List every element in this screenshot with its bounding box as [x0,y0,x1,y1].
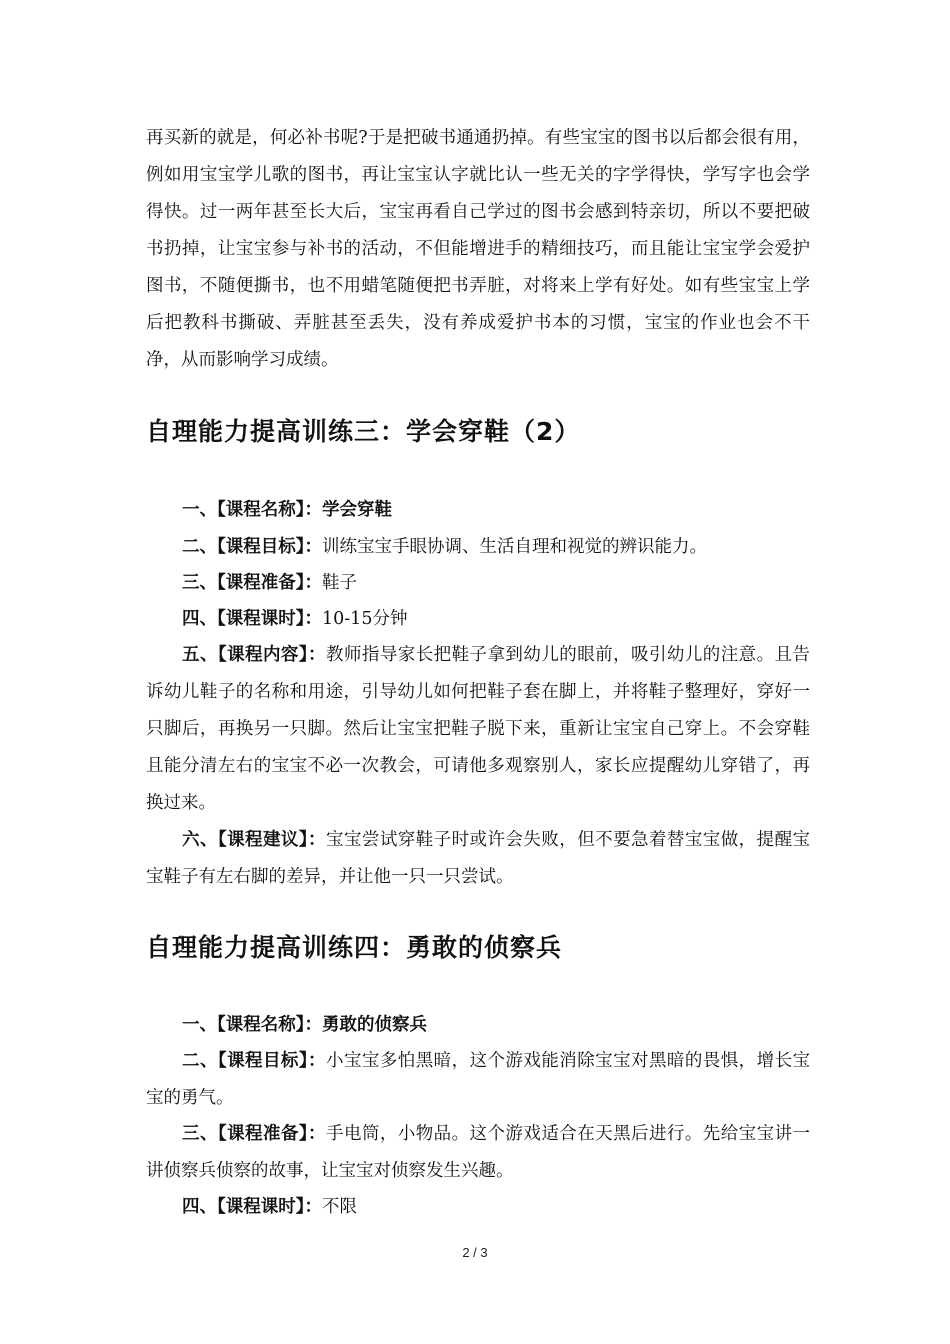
section4-item-prep [146,1116,810,1190]
section4-title: 自理能力提高训练四：勇敢的侦察兵 [146,933,563,962]
item-label: 二、【课程目标】： [182,537,322,557]
section4-item-goal [146,1043,810,1117]
intro-paragraph: 再买新的就是，何必补书呢?于是把破书通通扔掉。有些宝宝的图书以后都会很有用，例如用宝宝学儿歌的图书，再让宝宝认字就比认一些无关的字学得快，学写字也会学得快。过一两年甚至长大后，宝宝再看自己学过的图书会感到特亲切，所以不要把破书扔掉，让宝宝参与补书的活动，不但能增进手的精细技巧，而且能让宝宝学会爱护图书，不随便撕书，也不用蜡笔随便把书弄脏，对将来上学有好处。如有些宝宝上学后把教科书撕破、弄脏甚至丢失，没有养成爱护书本的习惯，宝宝的作业也会不干净，从而影响学习成绩。 [146,128,810,370]
section3-item-name [146,492,810,529]
item-value: 训练宝宝手眼协调、生活自理和视觉的辨识能力。 [322,537,707,557]
section3-title: 自理能力提高训练三：学会穿鞋（2） [146,417,581,446]
section3-item-goal [146,529,810,566]
item-label: 五、【课程内容】： [182,645,326,665]
item-label: 三、【课程准备】： [182,573,322,593]
item-label: 六、【课程建议】： [182,830,326,850]
item-value: 10-15分钟 [322,609,408,629]
item-value: 不限 [322,1197,357,1217]
item-label: 二、【课程目标】： [182,1051,326,1071]
page-number: 2 / 3 [462,1245,488,1260]
item-label: 一、【课程名称】： [182,1015,322,1035]
item-label: 四、【课程课时】： [182,1197,322,1217]
item-value: 鞋子 [322,573,357,593]
section3-item-advice [146,822,810,896]
item-value: 勇敢的侦察兵 [322,1015,427,1035]
item-value: 手电筒，小物品。这个游戏适合在天黑后进行。先给宝宝讲一讲侦察兵侦察的故事，让宝宝对侦察发生兴趣。 [146,1124,811,1181]
item-label: 三、【课程准备】： [182,1124,326,1144]
section3-item-time [146,601,810,638]
item-value: 学会穿鞋 [322,500,392,520]
section3-item-content [146,637,810,822]
section4-item-time [146,1189,810,1226]
section3-item-prep [146,565,810,602]
item-value: 教师指导家长把鞋子拿到幼儿的眼前，吸引幼儿的注意。且告诉幼儿鞋子的名称和用途，引导幼儿如何把鞋子套在脚上，并将鞋子整理好，穿好一只脚后，再换另一只脚。然后让宝宝把鞋子脱下来，重新让宝宝自己穿上。不会穿鞋且能分清左右的宝宝不必一次教会，可请他多观察别人，家长应提醒幼儿穿错了，再换过来。 [146,645,811,813]
item-value: 宝宝尝试穿鞋子时或许会失败，但不要急着替宝宝做，提醒宝宝鞋子有左右脚的差异，并让他一只一只尝试。 [146,830,811,887]
item-value: 小宝宝多怕黑暗，这个游戏能消除宝宝对黑暗的畏惧，增长宝宝的勇气。 [146,1051,811,1108]
item-label: 一、【课程名称】： [182,500,322,520]
item-label: 四、【课程课时】： [182,609,322,629]
section4-item-name [146,1007,810,1044]
